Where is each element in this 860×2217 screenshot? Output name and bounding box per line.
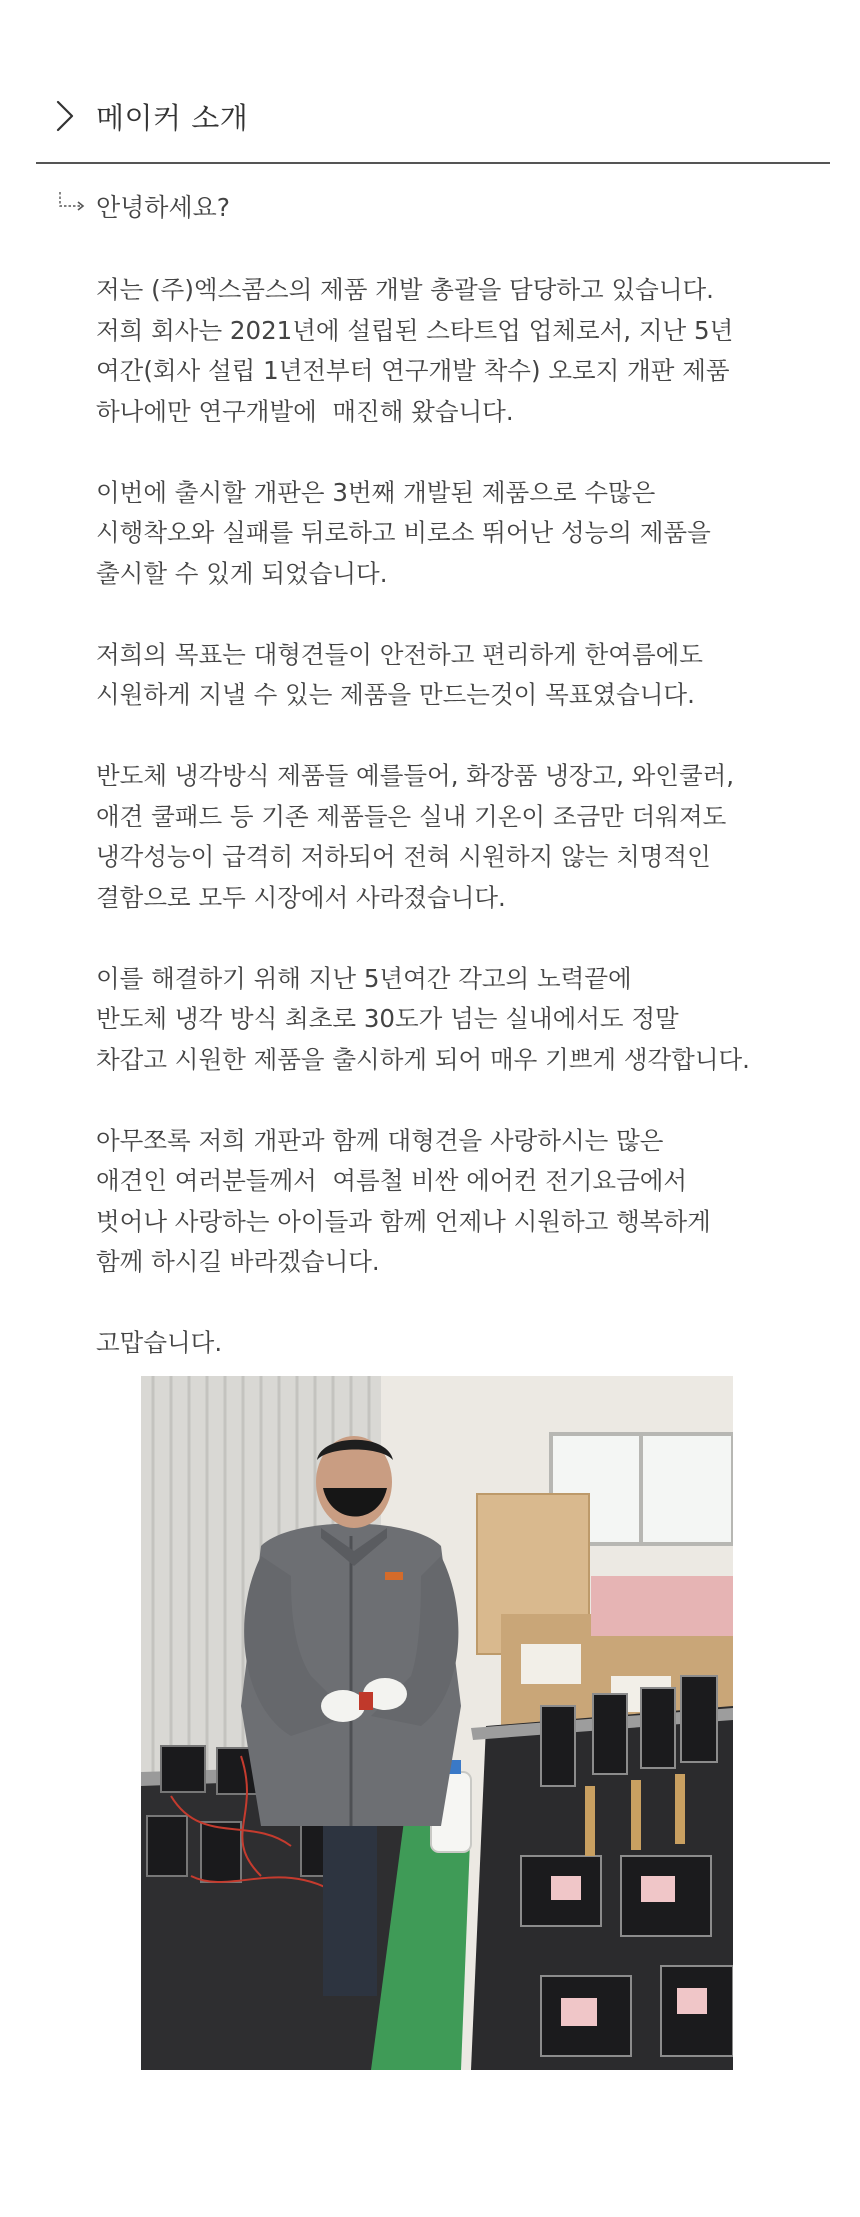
text-line: 애견인 여러분들께서 여름철 비싼 에어컨 전기요금에서 [96,1166,688,1195]
text-line: 하나에만 연구개발에 매진해 왔습니다. [96,396,514,426]
section-header [54,96,248,136]
divider [36,162,830,164]
text-line: 애견 쿨패드 등 기존 제품들은 실내 기온이 조금만 더워져도 [96,801,727,831]
text-line: 저는 (주)엑스콤스의 제품 개발 총괄을 담당하고 있습니다. [96,275,714,304]
section-title: 메이커 소개 [96,100,249,135]
paragraph [96,1121,796,1283]
text-line: 차갑고 시원한 제품을 출시하게 되어 매우 기쁘게 생각합니다. [96,1044,750,1074]
text-line: 여간(회사 설립 1년전부터 연구개발 착수) 오로지 개판 제품 [96,356,730,385]
greeting-text: 안녕하세요? [96,193,231,222]
text-line: 반도체 냉각 방식 최초로 30도가 넘는 실내에서도 정말 [96,1004,679,1033]
text-line: 저희의 목표는 대형견들이 안전하고 편리하게 한여름에도 [96,639,703,669]
intro-body [96,270,796,1404]
text-line: 저희 회사는 2021년에 설립된 스타트업 업체로서, 지난 5년 [96,315,734,345]
developer-at-workbench-photo [141,1376,733,2070]
text-line: 결함으로 모두 시장에서 사라졌습니다. [96,882,506,912]
text-line: 시원하게 지낼 수 있는 제품을 만드는것이 목표였습니다. [96,680,695,709]
text-line: 이번에 출시할 개판은 3번째 개발된 제품으로 수많은 [96,477,656,507]
text-line: 아무쪼록 저희 개판과 함께 대형견을 사랑하시는 많은 [96,1125,664,1155]
text-line: 고맙습니다. [96,1328,223,1357]
photo-illustration [141,1376,733,2070]
text-line: 출시할 수 있게 되었습니다. [96,558,388,588]
text-line: 벗어나 사랑하는 아이들과 함께 언제나 시원하고 행복하게 [96,1206,711,1236]
text-line: 냉각성능이 급격히 저하되어 전혀 시원하지 않는 치명적인 [96,842,711,871]
paragraph [96,1323,796,1364]
text-line: 함께 하시길 바라겠습니다. [96,1247,380,1276]
reply-arrow-icon [58,190,88,216]
paragraph [96,270,796,432]
text-line: 시행착오와 실패를 뒤로하고 비로소 뛰어난 성능의 제품을 [96,518,711,547]
paragraph [96,635,796,716]
text-line: 이를 해결하기 위해 지난 5년여간 각고의 노력끝에 [96,963,632,993]
paragraph [96,473,796,595]
paragraph [96,756,796,918]
chevron-right-icon [54,99,76,133]
text-line: 반도체 냉각방식 제품들 예를들어, 화장품 냉장고, 와인쿨러, [96,761,735,790]
paragraph [96,959,796,1081]
